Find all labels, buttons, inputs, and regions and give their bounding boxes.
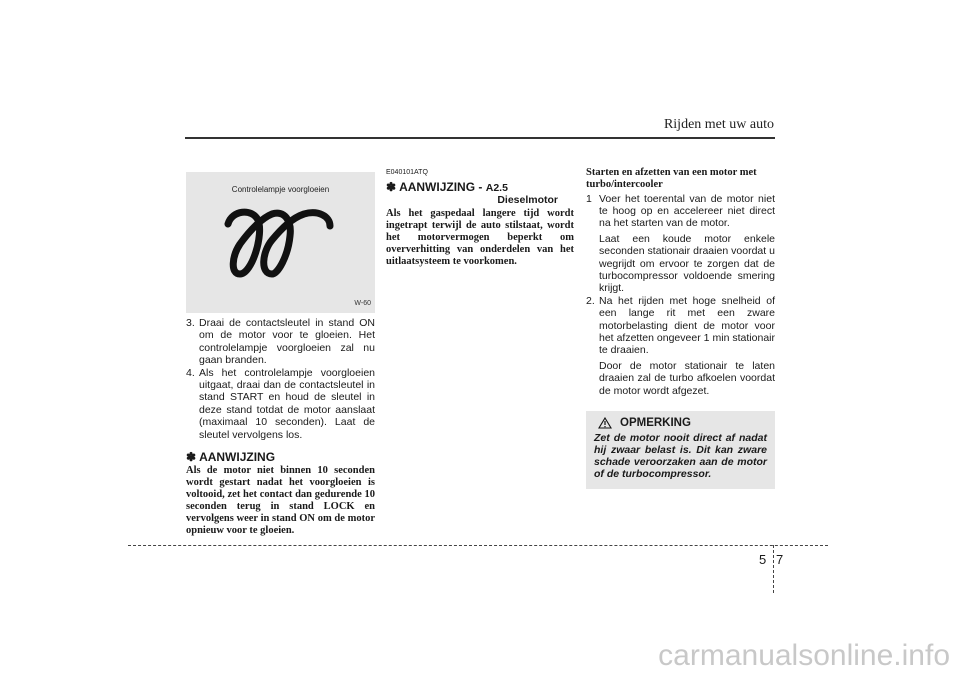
note-title-suffix-2: Dieselmotor (497, 194, 558, 207)
page-number: 7 (776, 552, 784, 567)
note-body: Als de motor niet binnen 10 seconden wordt gestart nadat het voorgloeien is voltooid, zet het contact dan gedurende 10 seconden terug in stand LOCK en vervolgens weer in stand ON om de motor opnieuw voor te gloeien. (186, 465, 375, 536)
list-item-number: 1 (586, 192, 592, 205)
list-item-text: Voer het toerental van de motor niet te hoog op en accelereer niet direct na het starten van de motor. (599, 192, 775, 230)
glow-plug-coil-icon (222, 202, 338, 282)
warning-triangle-icon (598, 417, 612, 429)
figure-glow-indicator (186, 172, 375, 313)
page-header-title: Rijden met uw auto (663, 117, 774, 132)
watermark: carmanualsonline.info (658, 639, 950, 672)
note-title-suffix: A2.5 (485, 182, 508, 195)
list-item-text: Als het controlelampje voorgloeien uitgaat, draai dan de contactsleutel in stand START en houd de sleutel in deze stand totdat de motor aanslaat (maximaal 10 seconden). Laat de sleutel vervolgens los. (199, 366, 375, 441)
footer-divider (128, 545, 828, 546)
column-middle (386, 167, 574, 268)
note-title: AANWIJZING - (399, 180, 486, 195)
caution-text: Zet de motor nooit direct af nadat hij zwaar belast is. Dit kan zware schade veroorzaken aan de motor of de turbocompressor. (594, 431, 767, 480)
list-item-subparagraph: Door de motor stationair te laten draaien zal de turbo afkoelen voordat de motor wordt afgezet. (599, 359, 775, 397)
note-body: Als het gaspedaal langere tijd wordt ingetrapt terwijl de auto stilstaat, wordt het motorvermogen beperkt om oververhitting van onderdelen van het uitlaatsysteem te voorkomen. (386, 208, 574, 268)
caution-title: OPMERKING (620, 417, 691, 430)
list-item-number: 2. (586, 294, 595, 307)
list-item (186, 367, 375, 441)
list-item-subparagraph: Laat een koude motor enkele seconden stationair draaien voordat u wegrijdt om ervoor te zorgen dat de turbocompressor voldoende smering krijgt. (599, 232, 775, 295)
note-star-icon: ✽ (386, 180, 397, 195)
caution-heading (598, 417, 767, 429)
figure-code: W-60 (354, 299, 371, 307)
caution-box (586, 411, 775, 488)
column-left (186, 172, 375, 537)
list-item-text: Draai de contactsleutel in stand ON om de motor voor te gloeien. Het controlelampje voorgloeien zal nu gaan branden. (199, 317, 375, 367)
figure-caption: Controlelampje voorgloeien (231, 185, 330, 194)
list-item (586, 295, 775, 357)
header-rule (185, 137, 775, 139)
note-heading (186, 451, 375, 463)
note-title: AANWIJZING (199, 450, 276, 465)
chapter-number: 5 (759, 552, 767, 567)
list-item (586, 193, 775, 230)
section-code: E040101ATQ (386, 169, 428, 176)
list-item-number: 4. (186, 366, 195, 379)
section-title: Starten en afzetten van een motor met turbo/intercooler (586, 167, 757, 190)
list-item-text: Na het rijden met hoge snelheid of een lange rit met een zware motorbelasting dient de motor voor het afzetten ongeveer 1 min stationair te draaien. (599, 294, 775, 357)
column-right (586, 167, 775, 489)
note-heading (386, 181, 574, 206)
list-item (186, 317, 375, 367)
footer-page-separator (773, 545, 774, 593)
list-item-number: 3. (186, 317, 195, 329)
note-star-icon: ✽ (186, 450, 197, 465)
